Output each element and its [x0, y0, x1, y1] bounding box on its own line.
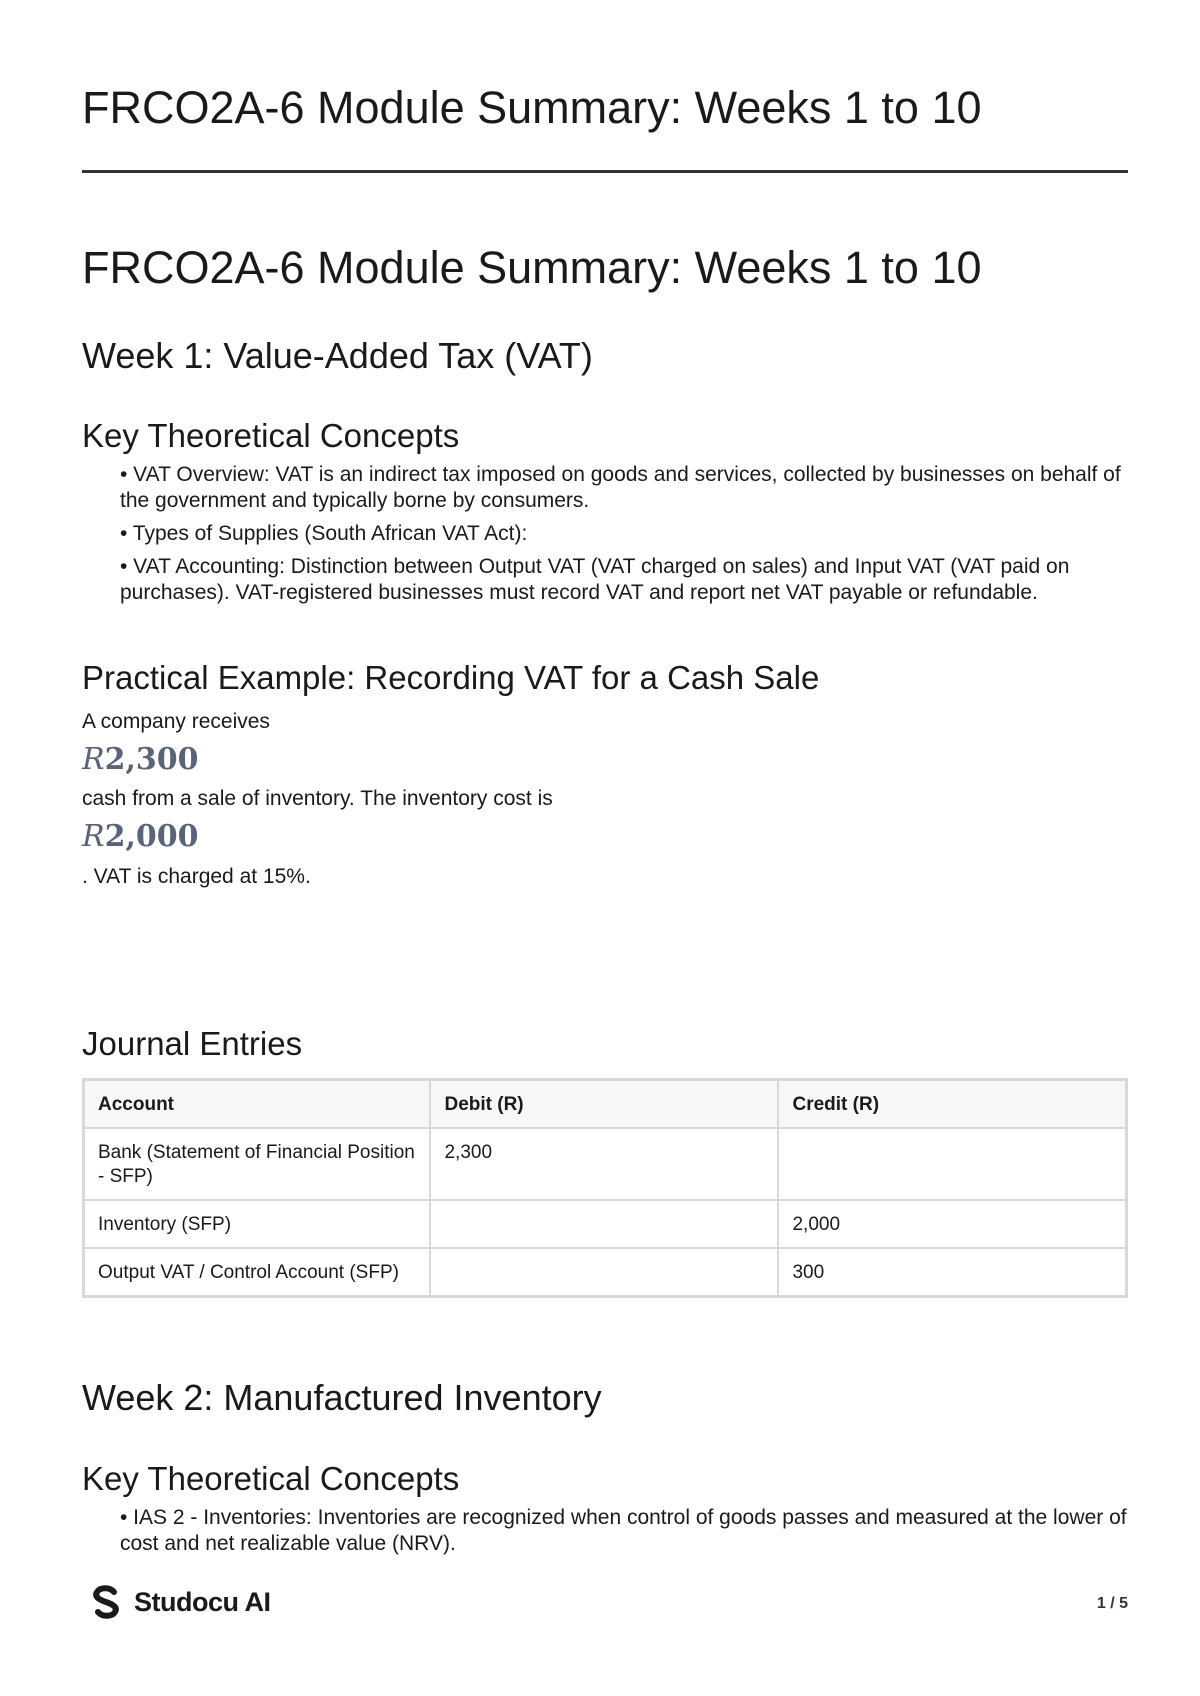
week1-concepts-list — [120, 462, 1130, 613]
page-number: 1 / 5 — [1096, 1595, 1128, 1612]
list-item: • IAS 2 - Inventories: Inventories are recognized when control of goods passes and measured at the lower of cost and net realizable value (NRV). — [120, 1506, 1127, 1555]
week1-heading: Week 1: Value-Added Tax (VAT) — [82, 335, 593, 376]
column-header: Credit (R) — [778, 1080, 1126, 1129]
table-row — [84, 1248, 1127, 1297]
table-cell: 300 — [778, 1248, 1126, 1297]
table-cell — [778, 1128, 1126, 1200]
example-text-1: A company receives — [82, 710, 270, 733]
amount-formula-2 — [82, 819, 199, 855]
studocu-logo-icon — [88, 1584, 124, 1620]
table-cell — [430, 1200, 778, 1248]
column-header: Account — [84, 1080, 431, 1129]
currency-symbol: R — [82, 819, 105, 854]
currency-symbol: R — [82, 742, 105, 777]
list-item: • VAT Accounting: Distinction between Output VAT (VAT charged on sales) and Input VAT (VAT paid on purchases). VAT-registered businesses must record VAT and report net VAT payable or refundable. — [120, 555, 1070, 604]
table-row — [84, 1200, 1127, 1248]
table-cell: 2,300 — [430, 1128, 778, 1200]
amount-value: 2,300 — [104, 742, 199, 777]
amount-formula-1 — [82, 742, 199, 778]
list-item: • Types of Supplies (South African VAT Act): — [120, 522, 528, 545]
journal-heading: Journal Entries — [82, 1025, 303, 1062]
week2-concepts-list — [120, 1505, 1130, 1564]
example-text-2: cash from a sale of inventory. The inventory cost is — [82, 787, 553, 810]
document-title: FRCO2A-6 Module Summary: Weeks 1 to 10 — [82, 82, 982, 133]
table-cell: Inventory (SFP) — [84, 1200, 431, 1248]
table-header-row — [84, 1080, 1127, 1129]
brand-name: Studocu AI — [134, 1586, 271, 1617]
table-cell: Bank (Statement of Financial Position - SFP) — [84, 1128, 431, 1200]
week2-concepts-heading: Key Theoretical Concepts — [82, 1460, 460, 1497]
table-row — [84, 1128, 1127, 1200]
table-cell: 2,000 — [778, 1200, 1126, 1248]
title-divider — [82, 170, 1128, 173]
table-cell: Output VAT / Control Account (SFP) — [84, 1248, 431, 1297]
journal-entries-table — [82, 1078, 1128, 1298]
amount-value: 2,000 — [104, 819, 199, 854]
table-cell — [430, 1248, 778, 1297]
week1-concepts-heading: Key Theoretical Concepts — [82, 417, 460, 454]
list-item: • VAT Overview: VAT is an indirect tax imposed on goods and services, collected by businesses on behalf of the government and typically borne by consumers. — [120, 463, 1121, 512]
studocu-logo — [88, 1584, 271, 1620]
column-header: Debit (R) — [430, 1080, 778, 1129]
example-text-3: . VAT is charged at 15%. — [82, 865, 311, 888]
main-heading: FRCO2A-6 Module Summary: Weeks 1 to 10 — [82, 242, 982, 293]
example-heading: Practical Example: Recording VAT for a Cash Sale — [82, 659, 820, 696]
week2-heading: Week 2: Manufactured Inventory — [82, 1377, 602, 1418]
